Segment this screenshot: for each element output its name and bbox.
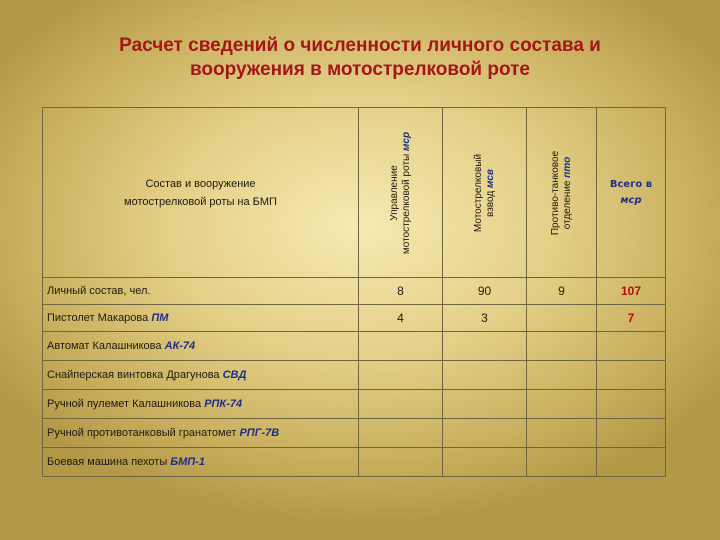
cell-management	[359, 419, 443, 448]
cell-management	[359, 361, 443, 390]
table-row	[43, 390, 666, 419]
cell-total	[597, 390, 666, 419]
header-rifle-platoon: Мотострелковый взвод мсв	[443, 108, 527, 278]
cell-total: 7	[597, 305, 666, 332]
table-row	[43, 278, 666, 305]
cell-antitank: 9	[527, 278, 597, 305]
title-line-1: Расчет сведений о численности личного состава и	[119, 35, 601, 56]
cell-management: 8	[359, 278, 443, 305]
cell-management	[359, 390, 443, 419]
cell-platoon	[443, 448, 527, 477]
cell-platoon	[443, 332, 527, 361]
cell-antitank	[527, 419, 597, 448]
row-label: Ручной противотанковый гранатомет РПГ-7В	[43, 419, 359, 448]
cell-antitank	[527, 448, 597, 477]
cell-antitank	[527, 361, 597, 390]
header-total: Всего в мср	[597, 108, 666, 278]
personnel-weapons-table	[42, 107, 666, 477]
row-label: Личный состав, чел.	[43, 278, 359, 305]
row-label: Снайперская винтовка Драгунова СВД	[43, 361, 359, 390]
cell-management	[359, 332, 443, 361]
table-row	[43, 448, 666, 477]
cell-platoon	[443, 361, 527, 390]
table-row	[43, 361, 666, 390]
cell-antitank	[527, 305, 597, 332]
cell-management	[359, 448, 443, 477]
row-label: Пистолет Макарова ПМ	[43, 305, 359, 332]
row-label: Автомат Калашникова АК-74	[43, 332, 359, 361]
header-company-management: Управление мотострелковой роты мср	[359, 108, 443, 278]
cell-platoon	[443, 419, 527, 448]
cell-total	[597, 419, 666, 448]
cell-management: 4	[359, 305, 443, 332]
header-composition: Состав и вооружение мотострелковой роты на БМП	[43, 108, 359, 278]
table-row	[43, 419, 666, 448]
title-line-2: вооружения в мотострелковой роте	[190, 59, 530, 80]
row-label: Ручной пулемет Калашникова РПК-74	[43, 390, 359, 419]
cell-total	[597, 361, 666, 390]
slide-title	[60, 34, 660, 82]
cell-platoon: 90	[443, 278, 527, 305]
cell-antitank	[527, 390, 597, 419]
cell-total	[597, 332, 666, 361]
table-header-row	[43, 108, 666, 278]
cell-platoon	[443, 390, 527, 419]
table-row	[43, 305, 666, 332]
table-row	[43, 332, 666, 361]
cell-total: 107	[597, 278, 666, 305]
header-antitank-squad: Противо-танковое отделение пто	[527, 108, 597, 278]
cell-antitank	[527, 332, 597, 361]
cell-platoon: 3	[443, 305, 527, 332]
row-label: Боевая машина пехоты БМП-1	[43, 448, 359, 477]
cell-total	[597, 448, 666, 477]
